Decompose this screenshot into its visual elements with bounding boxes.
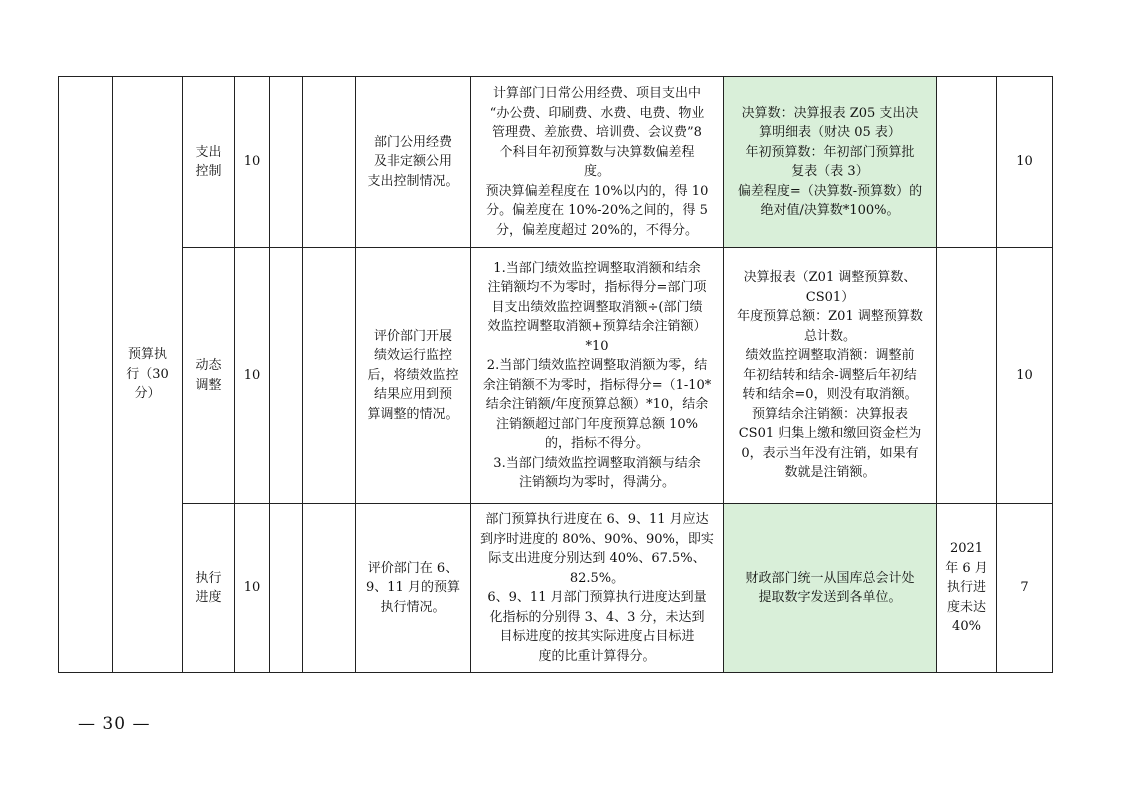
source-line: 年初结转和结余-调整后年初结 (743, 367, 917, 383)
source-line: 绩效监控调整取消额：调整前 (745, 348, 915, 364)
criteria-line: 际支出进度分别达到 40%、67.5%、 (488, 551, 706, 566)
criteria-line: 3.当部门绩效监控调整取消额与结余 (493, 455, 701, 471)
description-line: 算调整的情况。 (367, 406, 459, 422)
description-line: 评价部门在 6、 (367, 560, 459, 576)
criteria-line: 82.5%。 (569, 570, 625, 586)
criteria-line: 的，指标不得分。 (544, 436, 649, 451)
data-source-cell (724, 504, 937, 673)
criteria-line: 1.当部门绩效监控调整取消额和结余 (493, 260, 701, 276)
source-line: 数就是注销额。 (784, 465, 876, 481)
note-line: 2021 (949, 541, 984, 557)
criteria-line: 化指标的分别得 3、4、3 分，未达到 (489, 609, 705, 625)
evaluation-table (58, 76, 1053, 673)
category-line: 分） (134, 386, 161, 402)
criteria-line: “办公费、印刷费、水费、电费、物业 (489, 105, 705, 121)
indicator-name-cell (183, 77, 235, 248)
source-line: 0，表示当年没有注销，如果有 (741, 445, 919, 461)
indicator-name-line: 控制 (195, 164, 222, 179)
source-line: 预算结余注销额：决算报表 (751, 406, 908, 422)
empty-cell (303, 77, 356, 248)
note-line: 年 6 月 (945, 560, 988, 576)
indicator-name-line: 进度 (195, 590, 222, 605)
table-row (59, 504, 1053, 673)
source-line: 年度预算总额：Z01 调整预算数 (737, 309, 923, 325)
criteria-line: 预决算偏差程度在 10%以内的，得 10 (485, 183, 709, 199)
criteria-line: 分，偏差度超过 20%的，不得分。 (495, 222, 699, 238)
criteria-line: *10 (585, 338, 609, 354)
weight-cell: 10 (235, 504, 270, 673)
criteria-line: 注销额超过部门年度预算总额 10% (495, 416, 699, 432)
indicator-name-cell (183, 248, 235, 504)
source-line: 提取数字发送到各单位。 (758, 590, 902, 605)
criteria-cell (471, 77, 724, 248)
description-line: 执行情况。 (380, 599, 446, 615)
note-cell (937, 77, 997, 248)
empty-cell (270, 504, 303, 673)
description-line: 评价部门开展 (373, 328, 452, 344)
table-row (59, 248, 1053, 504)
criteria-line: 分。偏差度在 10%-20%之间的，得 5 (486, 203, 708, 218)
description-cell (356, 504, 471, 673)
source-line: 算明细表（财决 05 表） (759, 125, 901, 140)
empty-cell (303, 504, 356, 673)
criteria-line: 结余注销额/年度预算总额）*10，结余 (485, 397, 709, 412)
criteria-line: 目支出绩效监控调整取消额÷(部门绩 (491, 299, 703, 315)
criteria-line: 部门预算执行进度在 6、9、11 月应达 (485, 512, 709, 527)
category-cell (113, 77, 183, 673)
source-line: CS01 归集上缴和缴回资金栏为 (738, 426, 922, 442)
source-line: 年初预算数：年初部门预算批 (745, 144, 915, 160)
source-line: 复表（表 3） (791, 164, 869, 179)
indicator-name-line: 调整 (195, 377, 222, 393)
weight-cell: 10 (235, 77, 270, 248)
criteria-line: 度。 (583, 164, 610, 179)
category-line: 行（30 (126, 366, 169, 382)
empty-cell (59, 77, 113, 673)
criteria-cell (471, 504, 724, 673)
description-line: 支出控制情况。 (367, 173, 459, 189)
score-cell: 10 (997, 77, 1053, 248)
criteria-line: 注销额均为零时，得满分。 (518, 475, 675, 490)
criteria-line: 2.当部门绩效监控调整取消额为零，结 (486, 358, 708, 373)
weight-cell: 10 (235, 248, 270, 504)
empty-cell (270, 248, 303, 504)
score-cell: 7 (997, 504, 1053, 673)
description-line: 绩效运行监控 (373, 348, 452, 364)
score-cell: 10 (997, 248, 1053, 504)
criteria-line: 6、9、11 月部门预算执行进度达到量 (487, 590, 707, 605)
note-line: 度未达 (946, 599, 986, 615)
criteria-cell (471, 248, 724, 504)
description-line: 及非定额公用 (373, 154, 452, 170)
criteria-line: 到序时进度的 80%、90%、90%，即实 (480, 531, 714, 547)
data-source-cell (724, 248, 937, 504)
criteria-line: 余注销额不为零时，指标得分=（1-10* (482, 377, 712, 393)
description-cell (356, 248, 471, 504)
page-number: — 30 — (78, 714, 151, 734)
indicator-name-line: 动态 (195, 358, 222, 373)
criteria-line: 效监控调整取消额+预算结余注销额） (487, 319, 707, 334)
description-line: 9、11 月的预算 (366, 580, 460, 596)
source-line: 偏差程度=（决算数-预算数）的 (737, 183, 923, 199)
source-line: 决算报表（Z01 调整预算数、 (743, 270, 917, 286)
source-line: 总计数。 (803, 328, 856, 344)
criteria-line: 管理费、差旅费、培训费、会议费”8 (492, 125, 702, 140)
indicator-name-line: 支出 (195, 144, 222, 160)
description-line: 后，将绩效监控 (367, 367, 459, 383)
indicator-name-line: 执行 (195, 570, 222, 586)
category-line: 预算执 (127, 347, 167, 363)
source-line: CS01） (805, 289, 855, 305)
source-line: 财政部门统一从国库总会计处 (745, 570, 915, 586)
description-line: 结果应用到预 (373, 387, 452, 403)
note-line: 40% (952, 619, 981, 635)
criteria-line: 计算部门日常公用经费、项目支出中 (492, 86, 701, 101)
table-row (59, 77, 1053, 248)
source-line: 决算数：决算报表 Z05 支出决 (741, 105, 919, 121)
empty-cell (270, 77, 303, 248)
source-line: 转和结余=0，则没有取消额。 (742, 387, 918, 403)
description-line: 部门公用经费 (373, 134, 452, 150)
note-line: 执行进 (946, 580, 986, 596)
criteria-line: 度的比重计算得分。 (538, 648, 656, 664)
empty-cell (303, 248, 356, 504)
indicator-name-cell (183, 504, 235, 673)
description-cell (356, 77, 471, 248)
criteria-line: 目标进度的按其实际进度占目标进 (499, 629, 695, 644)
note-cell (937, 504, 997, 673)
note-cell (937, 248, 997, 504)
data-source-cell (724, 77, 937, 248)
criteria-line: 注销额均不为零时，指标得分=部门项 (487, 280, 707, 295)
criteria-line: 个科目年初预算数与决算数偏差程 (499, 144, 695, 160)
source-line: 绝对值/决算数*100%。 (760, 203, 900, 218)
